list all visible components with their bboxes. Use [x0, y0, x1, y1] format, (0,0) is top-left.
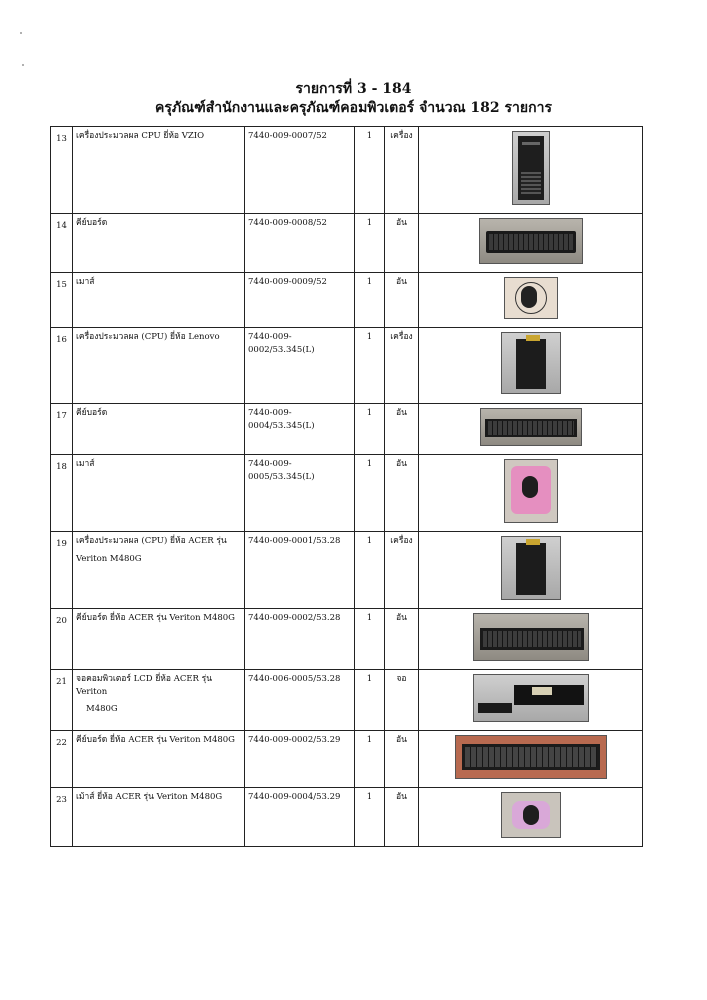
item-unit: อัน: [385, 788, 419, 847]
row-number: 18: [51, 455, 73, 532]
item-unit: อัน: [385, 404, 419, 455]
item-unit: อัน: [385, 731, 419, 788]
item-code: 7440-009-0004/53.345(L): [245, 404, 355, 455]
item-quantity: 1: [355, 404, 385, 455]
item-unit: จอ: [385, 670, 419, 731]
item-description-line2: Veriton M480G: [76, 554, 142, 564]
computer-tower-icon: [501, 332, 561, 394]
page-subtitle: ครุภัณฑ์สำนักงานและครุภัณฑ์คอมพิวเตอร์ จำนวณ 182 รายการ: [155, 100, 552, 116]
row-number: 16: [51, 328, 73, 404]
inventory-table: [50, 126, 643, 847]
table-row: [51, 127, 643, 214]
item-quantity: 1: [355, 328, 385, 404]
keyboard-icon: [455, 735, 607, 779]
item-unit: เครื่อง: [385, 127, 419, 214]
item-quantity: 1: [355, 532, 385, 609]
row-number: 21: [51, 670, 73, 731]
item-quantity: 1: [355, 127, 385, 214]
item-unit: เครื่อง: [385, 328, 419, 404]
page-title: รายการที่ 3 - 184: [295, 81, 412, 97]
item-code: 7440-009-0001/53.28: [245, 532, 355, 609]
item-code: 7440-009-0002/53.28: [245, 609, 355, 670]
item-code: 7440-009-0002/53.29: [245, 731, 355, 788]
item-description: เครื่องประมวลผล CPU ยี่ห้อ VZIO: [73, 127, 245, 214]
item-quantity: 1: [355, 731, 385, 788]
item-photo-cell: [419, 609, 643, 670]
item-description: คีย์บอร์ด: [73, 404, 245, 455]
table-row: [51, 273, 643, 328]
computer-tower-icon: [501, 536, 561, 600]
item-photo-cell: [419, 404, 643, 455]
item-description-line1: จอคอมพิวเตอร์ LCD ยี่ห้อ ACER รุ่น Veriton: [76, 674, 213, 697]
item-photo-cell: [419, 788, 643, 847]
item-quantity: 1: [355, 214, 385, 273]
row-number: 22: [51, 731, 73, 788]
row-number: 19: [51, 532, 73, 609]
item-description-line2: M480G: [86, 704, 118, 714]
mouse-icon: [501, 792, 561, 838]
item-quantity: 1: [355, 455, 385, 532]
item-description: [73, 532, 245, 609]
table-row: [51, 788, 643, 847]
table-row: [51, 670, 643, 731]
item-description: เมาส์: [73, 455, 245, 532]
item-code: 7440-009-0008/52: [245, 214, 355, 273]
mouse-icon: [504, 459, 558, 523]
item-description: เมาส์: [73, 273, 245, 328]
table-row: [51, 609, 643, 670]
keyboard-icon: [473, 613, 589, 661]
item-code: 7440-009-0009/52: [245, 273, 355, 328]
row-number: 20: [51, 609, 73, 670]
item-photo-cell: [419, 532, 643, 609]
item-code: 7440-006-0005/53.28: [245, 670, 355, 731]
table-row: [51, 328, 643, 404]
item-code: 7440-009-0007/52: [245, 127, 355, 214]
row-number: 23: [51, 788, 73, 847]
scan-speck: [20, 32, 22, 34]
row-number: 17: [51, 404, 73, 455]
item-photo-cell: [419, 214, 643, 273]
table-row: [51, 455, 643, 532]
mouse-icon: [504, 277, 558, 319]
item-quantity: 1: [355, 670, 385, 731]
item-description-line1: เครื่องประมวลผล (CPU) ยี่ห้อ ACER รุ่น: [76, 536, 227, 546]
keyboard-icon: [480, 408, 582, 446]
item-unit: อัน: [385, 214, 419, 273]
item-photo-cell: [419, 670, 643, 731]
item-photo-cell: [419, 328, 643, 404]
table-row: [51, 404, 643, 455]
item-description: คีย์บอร์ด: [73, 214, 245, 273]
item-photo-cell: [419, 731, 643, 788]
item-unit: อัน: [385, 455, 419, 532]
computer-tower-icon: [512, 131, 550, 205]
table-row: [51, 731, 643, 788]
item-unit: เครื่อง: [385, 532, 419, 609]
table-row: [51, 532, 643, 609]
item-description: เครื่องประมวลผล (CPU) ยี่ห้อ Lenovo: [73, 328, 245, 404]
item-unit: อัน: [385, 609, 419, 670]
item-photo-cell: [419, 127, 643, 214]
item-photo-cell: [419, 273, 643, 328]
item-quantity: 1: [355, 788, 385, 847]
item-description: คีย์บอร์ด ยี่ห้อ ACER รุ่น Veriton M480G: [73, 609, 245, 670]
scan-speck: [22, 64, 24, 66]
item-photo-cell: [419, 455, 643, 532]
item-unit: อัน: [385, 273, 419, 328]
row-number: 15: [51, 273, 73, 328]
item-code: 7440-009-0005/53.345(L): [245, 455, 355, 532]
keyboard-icon: [479, 218, 583, 264]
table-row: [51, 214, 643, 273]
item-quantity: 1: [355, 609, 385, 670]
page-header: [0, 80, 707, 118]
item-code: 7440-009-0004/53.29: [245, 788, 355, 847]
item-code: 7440-009-0002/53.345(L): [245, 328, 355, 404]
item-quantity: 1: [355, 273, 385, 328]
item-description: คีย์บอร์ด ยี่ห้อ ACER รุ่น Veriton M480G: [73, 731, 245, 788]
item-description: เม้าส์ ยี่ห้อ ACER รุ่น Veriton M480G: [73, 788, 245, 847]
row-number: 13: [51, 127, 73, 214]
monitor-icon: [473, 674, 589, 722]
item-description: [73, 670, 245, 731]
row-number: 14: [51, 214, 73, 273]
